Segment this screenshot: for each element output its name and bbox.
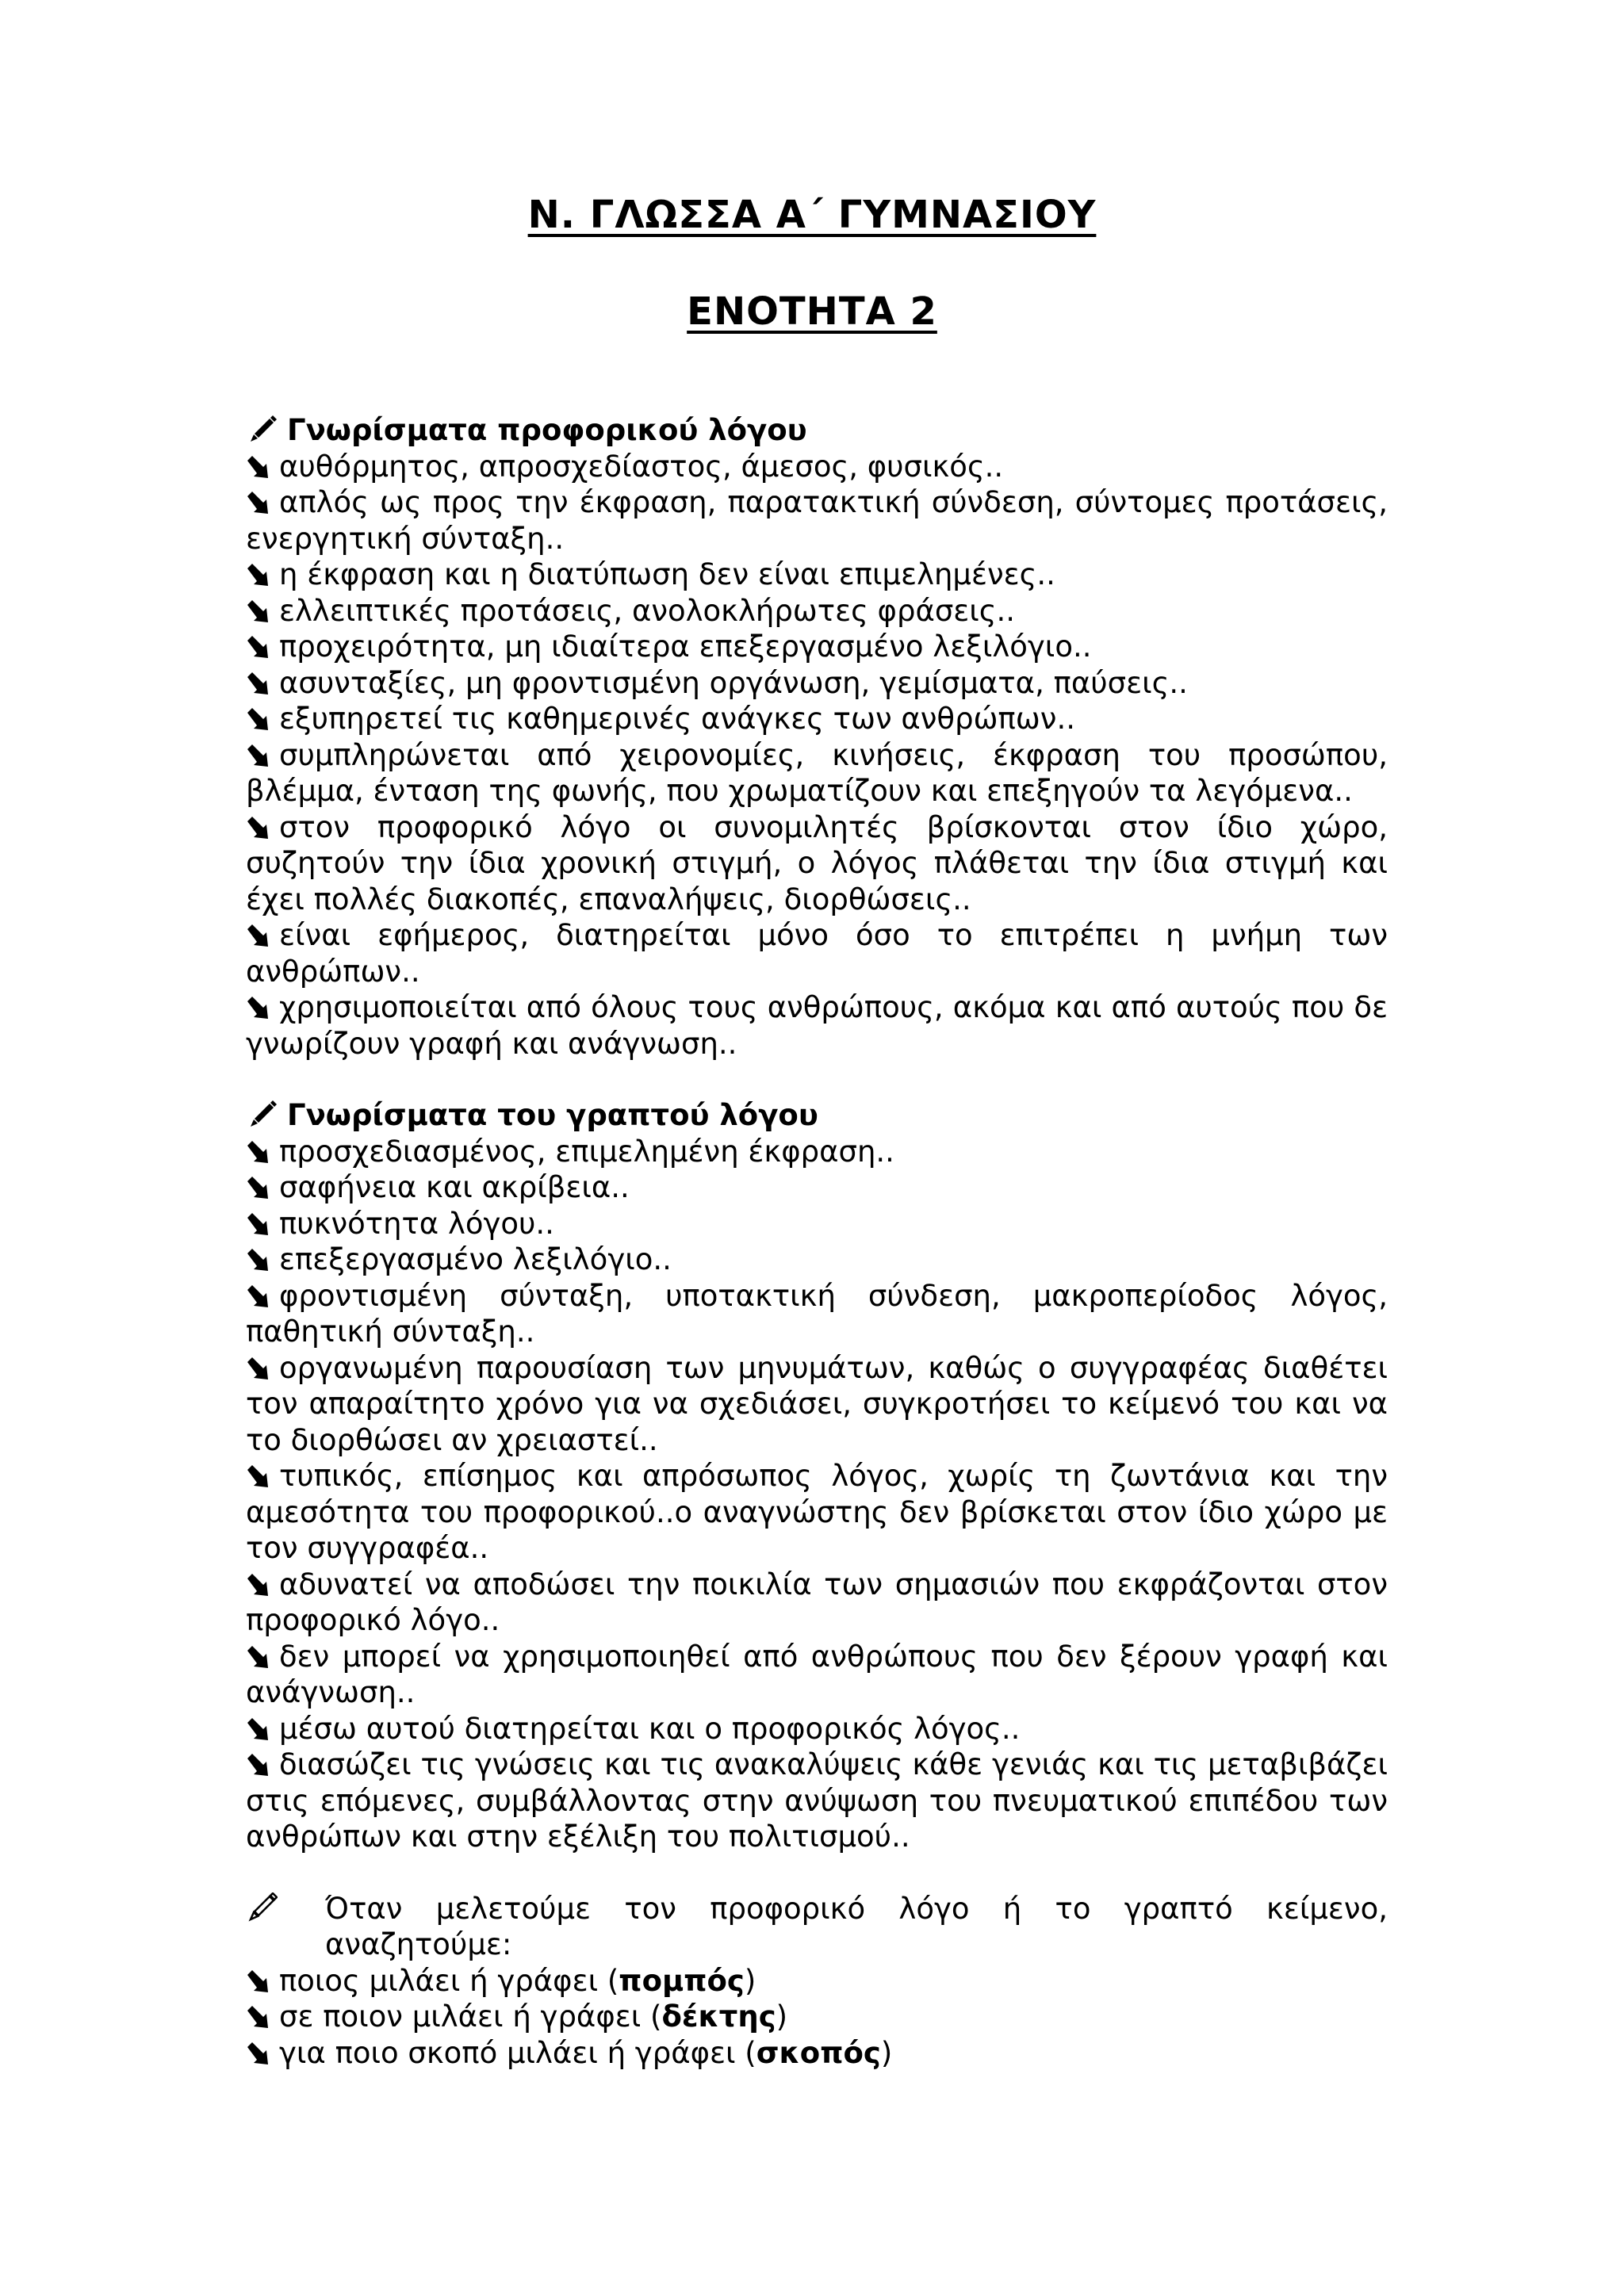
arrow-down-right-icon — [246, 2006, 273, 2030]
arrow-down-right-icon — [246, 1718, 273, 1742]
list-item: σαφήνεια και ακρίβεια.. — [246, 1169, 1388, 1206]
list-item: μέσω αυτού διατηρείται και ο προφορικός λόγος.. — [246, 1711, 1388, 1747]
arrow-down-right-icon — [246, 1141, 273, 1165]
oral-speech-heading — [246, 412, 1388, 449]
list-item: σε ποιον μιλάει ή γράφει (δέκτης) — [246, 1999, 1388, 2035]
arrow-down-right-icon — [246, 1465, 273, 1489]
arrow-down-right-icon — [246, 708, 273, 732]
arrow-down-right-icon — [246, 744, 273, 768]
document-body — [246, 412, 1388, 2071]
pencil-icon — [246, 415, 278, 446]
list-item: απλός ως προς την έκφραση, παρατακτική σύνδεση, σύντομες προτάσεις, ενεργητική σύνταξη.. — [246, 485, 1388, 556]
list-item: προσχεδιασμένος, επιμελημένη έκφραση.. — [246, 1134, 1388, 1170]
study-intro-text: Όταν μελετούμε τον προφορικό λόγο ή το γραπτό κείμενο, αναζητούμε: — [325, 1891, 1388, 1961]
list-item: είναι εφήμερος, διατηρείται μόνο όσο το επιτρέπει η μνήμη των ανθρώπων.. — [246, 918, 1388, 989]
list-item: φροντισμένη σύνταξη, υποτακτική σύνδεση, μακροπερίοδος λόγος, παθητική σύνταξη.. — [246, 1278, 1388, 1349]
arrow-down-right-icon — [246, 924, 273, 948]
list-item: χρησιμοποιείται από όλους τους ανθρώπους, ακόμα και από αυτούς που δε γνωρίζουν γραφή και ανάγνωση.. — [246, 990, 1388, 1061]
list-item: δεν μπορεί να χρησιμοποιηθεί από ανθρώπους που δεν ξέρουν γραφή και ανάγνωση.. — [246, 1639, 1388, 1709]
list-item: εξυπηρετεί τις καθημερινές ανάγκες των ανθρώπων.. — [246, 701, 1388, 737]
list-item: τυπικός, επίσημος και απρόσωπος λόγος, χωρίς τη ζωντάνια και την αμεσότητα του προφορικού..ο αναγνώστης δεν βρίσκεται στον ίδιο χώρο με τον συγγραφέα.. — [246, 1459, 1388, 1565]
written-speech-list — [246, 1134, 1388, 1855]
list-item: οργανωμένη παρουσίαση των μηνυμάτων, καθώς ο συγγραφέας διαθέτει τον απαραίτητο χρόνο για να σχεδιάσει, συγκροτήσει το κείμενό του και να το διορθώσει αν χρειαστεί.. — [246, 1350, 1388, 1457]
list-item: η έκφραση και η διατύπωση δεν είναι επιμελημένες.. — [246, 557, 1388, 593]
list-item: συμπληρώνεται από χειρονομίες, κινήσεις, έκφραση του προσώπου, βλέμμα, ένταση της φωνής, που χρωματίζουν και επεξηγούν τα λεγόμενα.. — [246, 737, 1388, 808]
arrow-down-right-icon — [246, 2042, 273, 2066]
section-spacer — [246, 1855, 1388, 1891]
arrow-down-right-icon — [246, 997, 273, 1020]
list-item: ασυνταξίες, μη φροντισμένη οργάνωση, γεμίσματα, παύσεις.. — [246, 665, 1388, 702]
term-purpose: σκοπός — [756, 2035, 881, 2070]
arrow-down-right-icon — [246, 564, 273, 587]
list-item: αδυνατεί να αποδώσει την ποικιλία των σημασιών που εκφράζονται στον προφορικό λόγο.. — [246, 1567, 1388, 1637]
list-item: ελλειπτικές προτάσεις, ανολοκλήρωτες φράσεις.. — [246, 593, 1388, 629]
term-sender: πομπός — [619, 1963, 745, 1998]
arrow-down-right-icon — [246, 1754, 273, 1777]
pencil-icon — [246, 1100, 278, 1131]
arrow-down-right-icon — [246, 600, 273, 624]
oral-speech-list — [246, 449, 1388, 1062]
written-speech-heading-text: Γνωρίσματα του γραπτού λόγου — [287, 1098, 818, 1132]
list-item: προχειρότητα, μη ιδιαίτερα επεξεργασμένο λεξιλόγιο.. — [246, 629, 1388, 665]
pencil-icon — [246, 1892, 278, 1924]
study-list — [246, 1963, 1388, 2072]
arrow-down-right-icon — [246, 456, 273, 480]
arrow-down-right-icon — [246, 1213, 273, 1237]
written-speech-heading — [246, 1097, 1388, 1134]
section-number-title: ΕΝΟΤΗΤΑ 2 — [687, 289, 937, 334]
arrow-down-right-icon — [246, 1249, 273, 1272]
list-item: στον προφορικό λόγο οι συνομιλητές βρίσκονται στον ίδιο χώρο, συζητούν την ίδια χρονική στιγμή, ο λόγος πλάθεται την ίδια στιγμή και έχει πολλές διακοπές, επαναλήψεις, διορθώσεις.. — [246, 809, 1388, 916]
list-item: ποιος μιλάει ή γράφει (πομπός) — [246, 1963, 1388, 1999]
list-item: πυκνότητα λόγου.. — [246, 1206, 1388, 1242]
arrow-down-right-icon — [246, 1646, 273, 1670]
list-item: αυθόρμητος, απροσχεδίαστος, άμεσος, φυσικός.. — [246, 449, 1388, 485]
arrow-down-right-icon — [246, 817, 273, 840]
arrow-down-right-icon — [246, 636, 273, 660]
arrow-down-right-icon — [246, 1285, 273, 1309]
oral-speech-heading-text: Γνωρίσματα προφορικού λόγου — [287, 413, 807, 447]
list-item: διασώζει τις γνώσεις και τις ανακαλύψεις κάθε γενιάς και τις μεταβιβάζει στις επόμενες, συμβάλλοντας στην ανύψωση του πνευματικού επιπέδου των ανθρώπων και στην εξέλιξη του πολιτισμού.. — [246, 1747, 1388, 1854]
arrow-down-right-icon — [246, 492, 273, 515]
arrow-down-right-icon — [246, 1574, 273, 1598]
arrow-down-right-icon — [246, 1357, 273, 1381]
list-item: για ποιο σκοπό μιλάει ή γράφει (σκοπός) — [246, 2035, 1388, 2072]
arrow-down-right-icon — [246, 672, 273, 696]
arrow-down-right-icon — [246, 1970, 273, 1994]
term-receiver: δέκτης — [661, 1999, 776, 2034]
section-spacer — [246, 1062, 1388, 1097]
page-title: Ν. ΓΛΩΣΣΑ Α΄ ΓΥΜΝΑΣΙΟΥ — [527, 193, 1097, 237]
arrow-down-right-icon — [246, 1177, 273, 1200]
list-item: επεξεργασμένο λεξιλόγιο.. — [246, 1242, 1388, 1278]
study-intro — [246, 1891, 1388, 1963]
